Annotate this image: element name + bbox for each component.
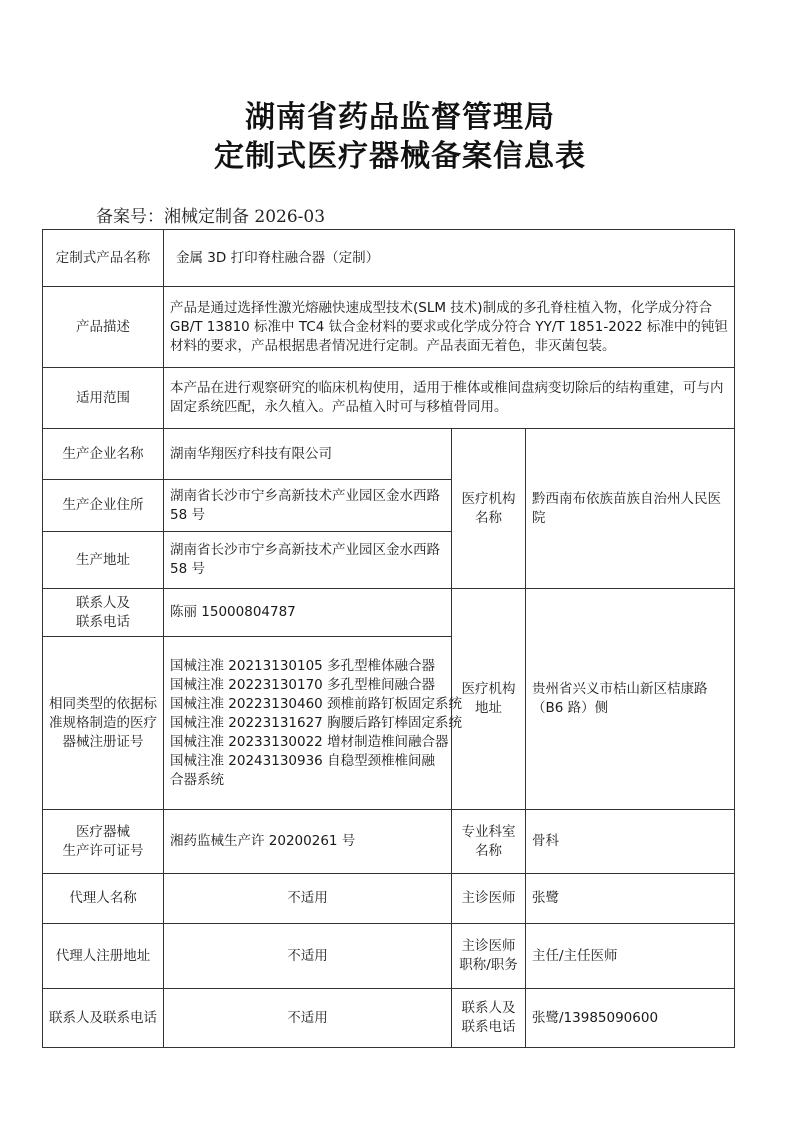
physician-contact-label-line1: 联系人及 [461,1000,516,1016]
row-agent-contact [43,989,735,1048]
row-product-description [43,287,735,368]
cert-item: 国械注准 20213130105 多孔型椎体融合器 [170,657,436,674]
contact-label-line2: 联系电话 [76,613,130,630]
contact-label-line1: 联系人及 [76,594,130,611]
product-name-label: 定制式产品名称 [43,230,164,287]
filing-number [96,202,325,227]
production-license-label [43,810,164,874]
production-address-value: 湖南省长沙市宁乡高新技术产业园区金水西路 58 号 [164,532,452,589]
product-description-value: 产品是通过选择性激光熔融快速成型技术(SLM 技术)制成的多孔脊柱植入物，化学成分符合 GB/T 13810 标准中 TC4 钛合金材料的要求或化学成分符合 YY/T 1851-2022 标准中的钝钽材料的要求，产品根据患者情况进行定制。产品表面无着色，非灭菌包装。 [164,287,735,368]
manufacturer-name-label: 生产企业名称 [43,429,164,480]
contact-value: 陈丽 15000804787 [164,589,452,637]
scope-label: 适用范围 [43,368,164,429]
row-product-name [43,230,735,287]
cert-item: 国械注准 20243130936 自稳型颈椎椎间融合器系统 [170,752,436,788]
physician-contact-label [452,989,526,1048]
chief-physician-label: 主诊医师 [452,874,526,924]
filing-number-value: 湘械定制备 2026-03 [164,207,326,227]
physician-contact-label-line2: 联系电话 [461,1019,516,1035]
document-subtitle: 定制式医疗器械备案信息表 [214,139,586,174]
institution-address-value: 贵州省兴义市桔山新区桔康路（B6 路）侧 [526,589,735,810]
agent-address-label: 代理人注册地址 [43,924,164,989]
agent-name-label: 代理人名称 [43,874,164,924]
cert-item: 国械注准 20223130460 颈椎前路钉板固定系统 [170,695,463,712]
institution-name-label: 医疗机构名称 [452,429,526,589]
product-name-value: 金属 3D 打印脊柱融合器（定制） [164,230,735,287]
row-contact [43,589,735,637]
row-production-license [43,810,735,874]
scope-value: 本产品在进行观察研究的临床机构使用，适用于椎体或椎间盘病变切除后的结构重建，可与内固定系统匹配，永久植入。产品植入时可与移植骨同用。 [164,368,735,429]
production-address-label: 生产地址 [43,532,164,589]
row-agent-name [43,874,735,924]
same-type-certs-list [164,637,463,810]
contact-label [43,589,164,637]
manufacturer-name-value: 湖南华翔医疗科技有限公司 [164,429,452,480]
filing-number-label: 备案号： [96,207,164,227]
institution-address-label: 医疗机构地址 [452,589,526,810]
manufacturer-address-label: 生产企业住所 [43,480,164,532]
agent-name-value: 不适用 [164,874,452,924]
document-title: 湖南省药品监督管理局 [245,100,555,135]
cert-item: 国械注准 20223131627 胸腰后路钉棒固定系统 [170,714,463,731]
filing-info-table [42,229,735,1048]
production-license-value: 湘药监械生产许 20200261 号 [164,810,452,874]
agent-contact-label: 联系人及联系电话 [43,989,164,1048]
physician-title-label: 主诊医师职称/职务 [452,924,526,989]
physician-contact-value: 张鹭/13985090600 [526,989,735,1048]
manufacturer-address-value: 湖南省长沙市宁乡高新技术产业园区金水西路 58 号 [164,480,452,532]
row-agent-address [43,924,735,989]
agent-address-value: 不适用 [164,924,452,989]
same-type-certs-label: 相同类型的依据标准规格制造的医疗器械注册证号 [43,637,164,810]
product-description-label: 产品描述 [43,287,164,368]
agent-contact-value: 不适用 [164,989,452,1048]
institution-name-value: 黔西南布依族苗族自治州人民医院 [526,429,735,589]
row-manufacturer-name [43,429,735,480]
cert-item: 国械注准 20233130022 增材制造椎间融合器 [170,733,449,750]
production-license-label-line2: 生产许可证号 [62,842,144,859]
cert-item: 国械注准 20223130170 多孔型椎间融合器 [170,676,436,693]
department-label: 专业科室名称 [452,810,526,874]
production-license-label-line1: 医疗器械 [76,823,130,840]
department-value: 骨科 [526,810,735,874]
row-scope [43,368,735,429]
chief-physician-value: 张鹭 [526,874,735,924]
physician-title-value: 主任/主任医师 [526,924,735,989]
